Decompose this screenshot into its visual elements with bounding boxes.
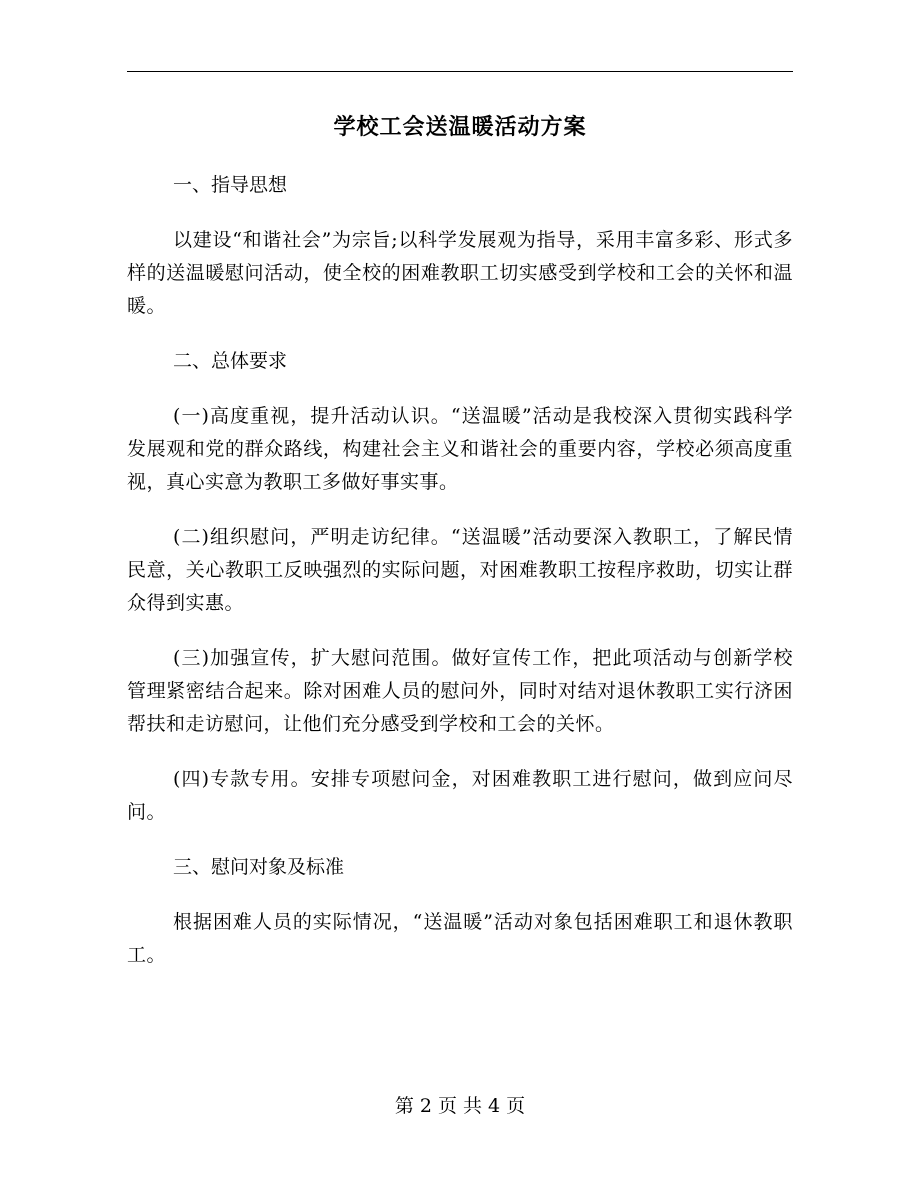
paragraph-targets: 根据困难人员的实际情况，“送温暖”活动对象包括困难职工和退休教职工。 (127, 911, 793, 966)
section-heading-targets: 三、慰问对象及标准 (173, 856, 345, 878)
page-number: 第 2 页 共 4 页 (394, 1095, 526, 1117)
document-title: 学校工会送温暖活动方案 (333, 114, 587, 140)
paragraph-requirement-4: (四)专款专用。安排专项慰问金，对困难教职工进行慰问，做到应问尽问。 (127, 768, 793, 823)
header-rule (127, 71, 793, 72)
paragraph-requirement-1: (一)高度重视，提升活动认识。“送温暖”活动是我校深入贯彻实践科学发展观和党的群众路线，构建社会主义和谐社会的重要内容，学校必须高度重视，真心实意为教职工多做好事实事。 (127, 405, 793, 493)
paragraph-guiding-thought: 以建设“和谐社会”为宗旨;以科学发展观为指导，采用丰富多彩、形式多样的送温暖慰问活动，使全校的困难教职工切实感受到学校和工会的关怀和温暖。 (127, 229, 793, 317)
section-heading-guiding-thought: 一、指导思想 (173, 174, 288, 196)
document-body (127, 169, 793, 994)
paragraph-requirement-2: (二)组织慰问，严明走访纪律。“送温暖”活动要深入教职工，了解民情民意，关心教职工反映强烈的实际问题，对困难教职工按程序救助，切实让群众得到实惠。 (127, 526, 793, 614)
paragraph-requirement-3: (三)加强宣传，扩大慰问范围。做好宣传工作，把此项活动与创新学校管理紧密结合起来。除对困难人员的慰问外，同时对结对退休教职工实行济困帮扶和走访慰问，让他们充分感受到学校和工会的关怀。 (127, 647, 793, 735)
section-heading-requirements: 二、总体要求 (173, 350, 288, 372)
